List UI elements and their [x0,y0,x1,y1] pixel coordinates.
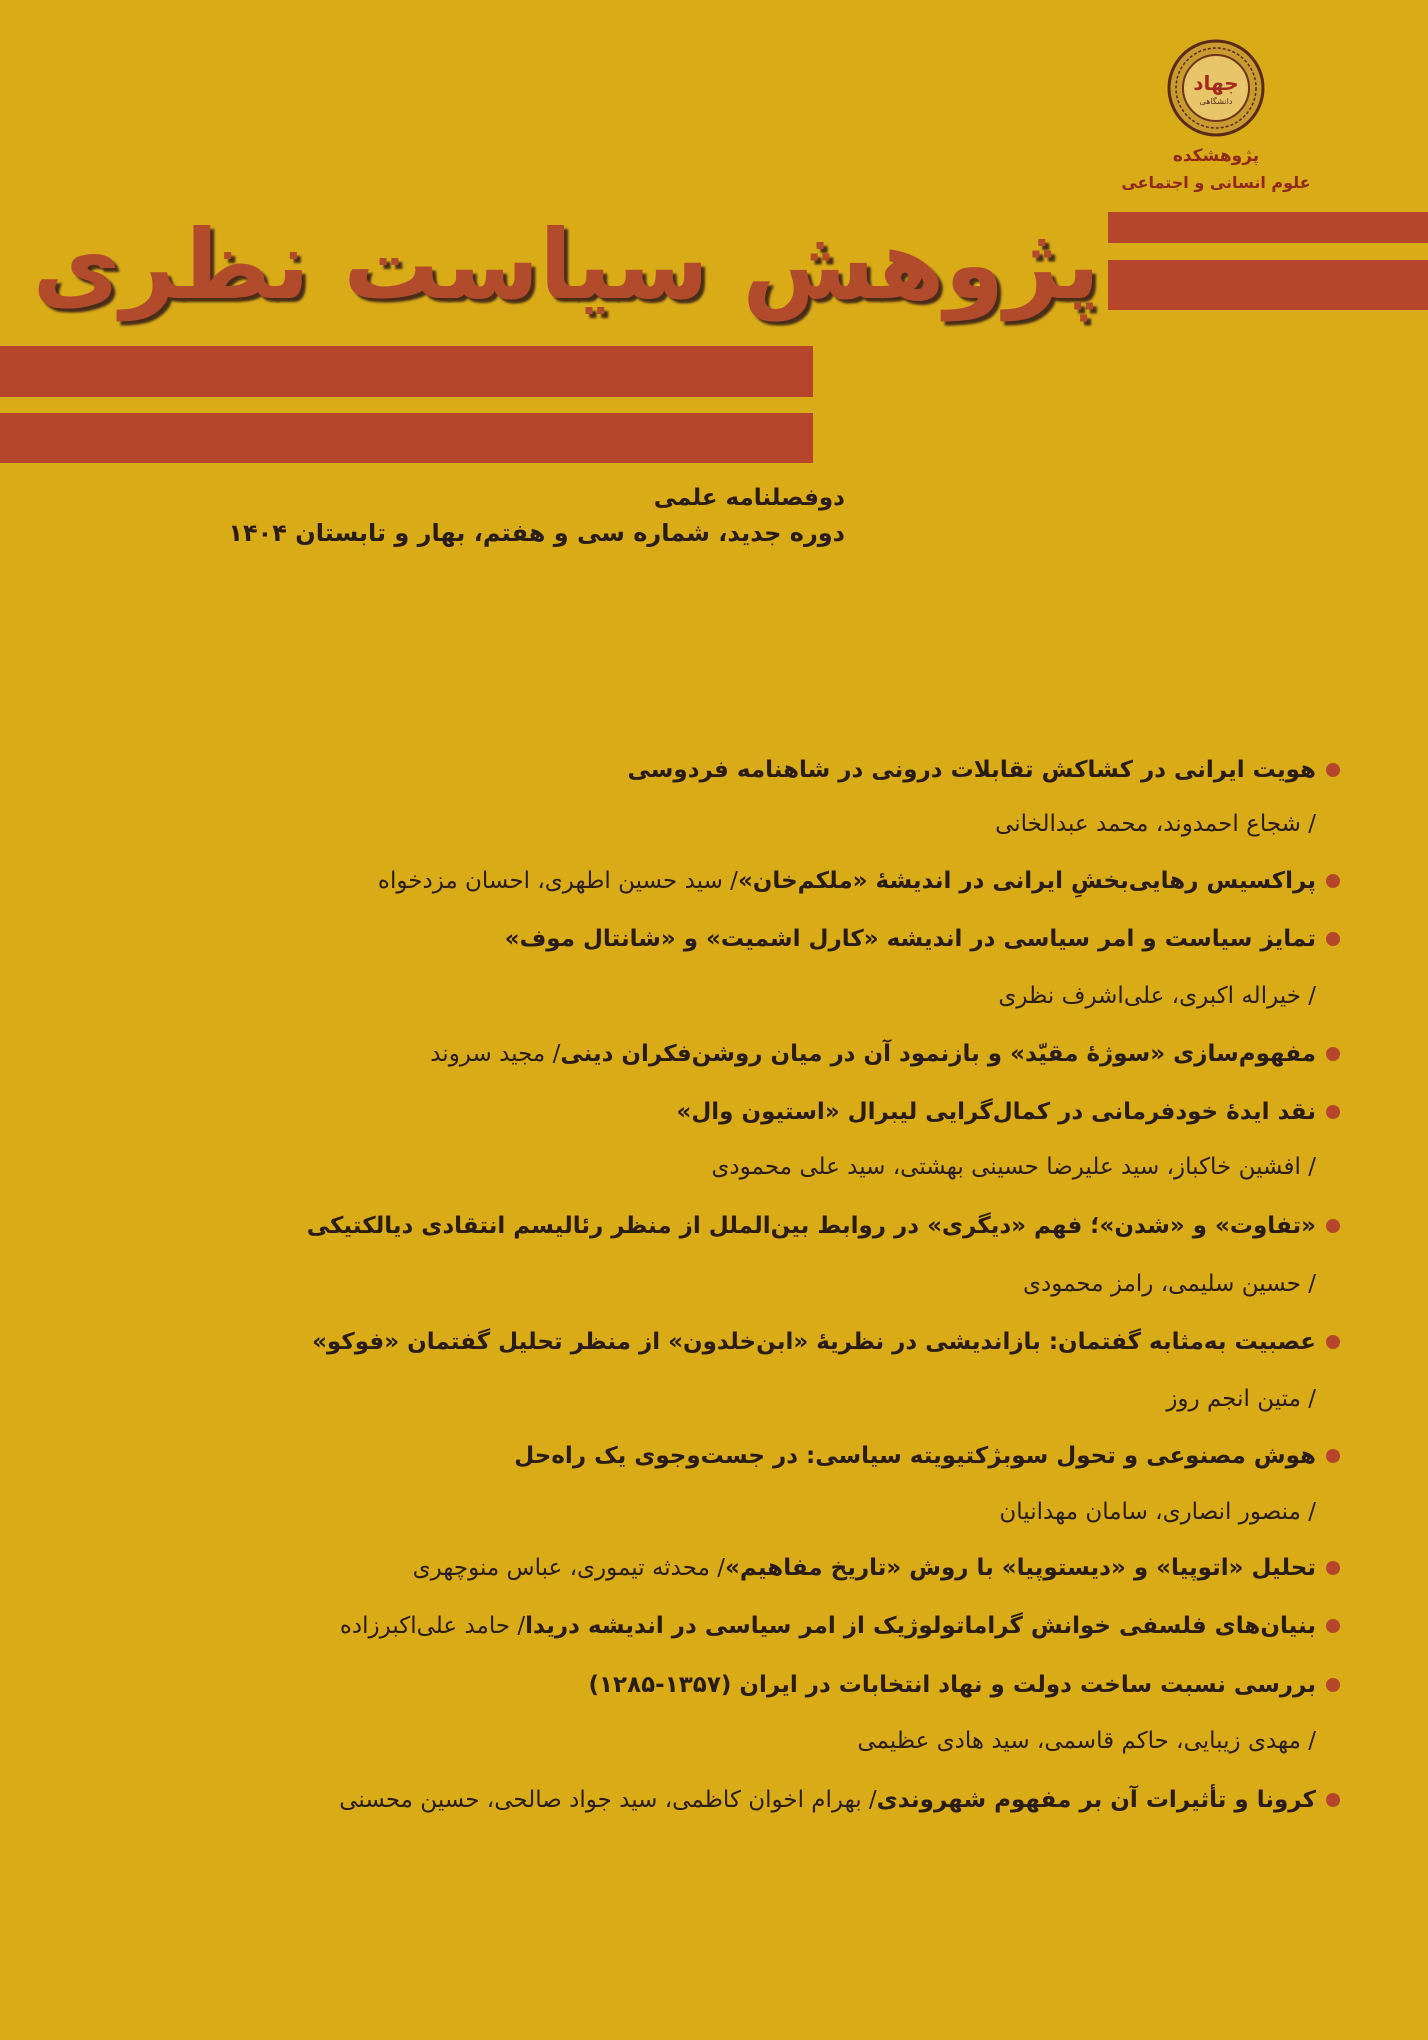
article-title: عصبیت به‌مثابه گفتمان: بازاندیشی در نظریهٔ «ابن‌خلدون» از منظر تحلیل گفتمان «فوکو» [312,1329,1316,1355]
article-6-authors-line [1023,1266,1316,1302]
bullet [1326,1561,1340,1575]
left-stripe-bottom [0,413,813,463]
article-4 [430,1036,1316,1072]
article-title: نقد ایدهٔ خودفرمانی در کمال‌گرایی لیبرال «استیون وال» [676,1099,1316,1125]
left-stripe-top [0,346,813,397]
article-title: بنیان‌های فلسفی خوانش گراماتولوژیک از امر سیاسی در اندیشه دریدا [525,1613,1316,1639]
article-title: هوش مصنوعی و تحول سوبژکتیویته سیاسی: در جست‌وجوی یک راه‌حل [514,1443,1316,1469]
article-authors: / مهدی زیبایی، حاکم قاسمی، سید هادی عظیمی [857,1728,1316,1754]
article-authors: / محدثه تیموری، عباس منوچهری [412,1555,725,1581]
bullet [1326,763,1340,777]
bullet [1326,1449,1340,1463]
article-authors: / حسین سلیمی، رامز محمودی [1023,1271,1316,1297]
article-6 [307,1208,1316,1244]
article-8-authors-line [999,1494,1316,1530]
journal-title: پژوهش سیاست نظری [32,209,1100,321]
bullet [1326,1619,1340,1633]
article-1 [628,752,1316,788]
article-3-authors-line [998,978,1316,1014]
article-7 [312,1324,1316,1360]
article-5 [676,1094,1316,1130]
article-7-authors-line [1166,1381,1316,1417]
article-9 [413,1550,1316,1586]
emblem-main-text: جهاد [1193,71,1239,95]
issue-info: دوره جدید، شماره سی و هفتم، بهار و تابستان ۱۴۰۴ [228,519,845,547]
article-3 [505,921,1316,957]
article-8 [514,1438,1316,1474]
article-10 [340,1608,1316,1644]
journal-periodicity: دوفصلنامه علمی [653,485,845,511]
bullet [1326,874,1340,888]
bullet [1326,1678,1340,1692]
bullet [1326,932,1340,946]
article-authors: / بهرام اخوان کاظمی، سید جواد صالحی، حسین محسنی [339,1787,877,1813]
article-11-authors-line [857,1723,1316,1759]
bullet [1326,1219,1340,1233]
article-title: «تفاوت» و «شدن»؛ فهم «دیگری» در روابط بین‌الملل از منظر رئالیسم انتقادی دیالکتیکی [306,1213,1316,1239]
article-authors: / سید حسین اطهری، احسان مزدخواه [377,868,738,894]
article-authors: / متین انجم روز [1166,1386,1316,1412]
article-title: هویت ایرانی در کشاکش تقابلات درونی در شاهنامه فردوسی [627,757,1316,783]
article-title: بررسی نسبت ساخت دولت و نهاد انتخابات در ایران (۱۳۵۷-۱۲۸۵) [588,1672,1316,1698]
article-authors: / منصور انصاری، سامان مهدانیان [999,1499,1316,1525]
article-11 [588,1667,1316,1703]
article-title: تمایز سیاست و امر سیاسی در اندیشه «کارل اشمیت» و «شانتال موف» [504,926,1316,952]
bullet [1326,1793,1340,1807]
article-1-authors-line [995,806,1316,842]
bullet [1326,1335,1340,1349]
article-title: کرونا و تأثیرات آن بر مفهوم شهروندی [876,1787,1316,1813]
article-authors: / خیراله اکبری، علی‌اشرف نظری [998,983,1316,1009]
right-stripe-top [1108,212,1428,243]
article-authors: / مجید سروند [430,1041,561,1067]
bullet [1326,1105,1340,1119]
article-title: پراکسیس رهایی‌بخشِ ایرانی در اندیشهٔ «ملکم‌خان» [737,868,1316,894]
article-title: تحلیل «اتوپیا» و «دیستوپیا» با روش «تاریخ مفاهیم» [724,1555,1316,1581]
bullet [1326,1047,1340,1061]
article-title: مفهوم‌سازی «سوژهٔ مقیّد» و بازنمود آن در میان روشن‌فکران دینی [560,1041,1316,1067]
institute-emblem [1166,38,1266,138]
emblem-sub-text: دانشگاهی [1199,97,1233,106]
right-stripe-bottom [1108,260,1428,310]
article-authors: / حامد علی‌اکبرزاده [339,1613,526,1639]
institute-name-line2: علوم انسانی و اجتماعی [1121,173,1311,192]
article-authors: / شجاع احمدوند، محمد عبدالخانی [995,811,1316,837]
article-authors: / افشین خاکباز، سید علیرضا حسینی بهشتی، سید علی محمودی [711,1154,1316,1180]
article-12 [339,1782,1316,1818]
article-5-authors-line [711,1149,1316,1185]
institute-name-line1: پژوهشکده [1172,146,1260,166]
article-2 [378,863,1316,899]
